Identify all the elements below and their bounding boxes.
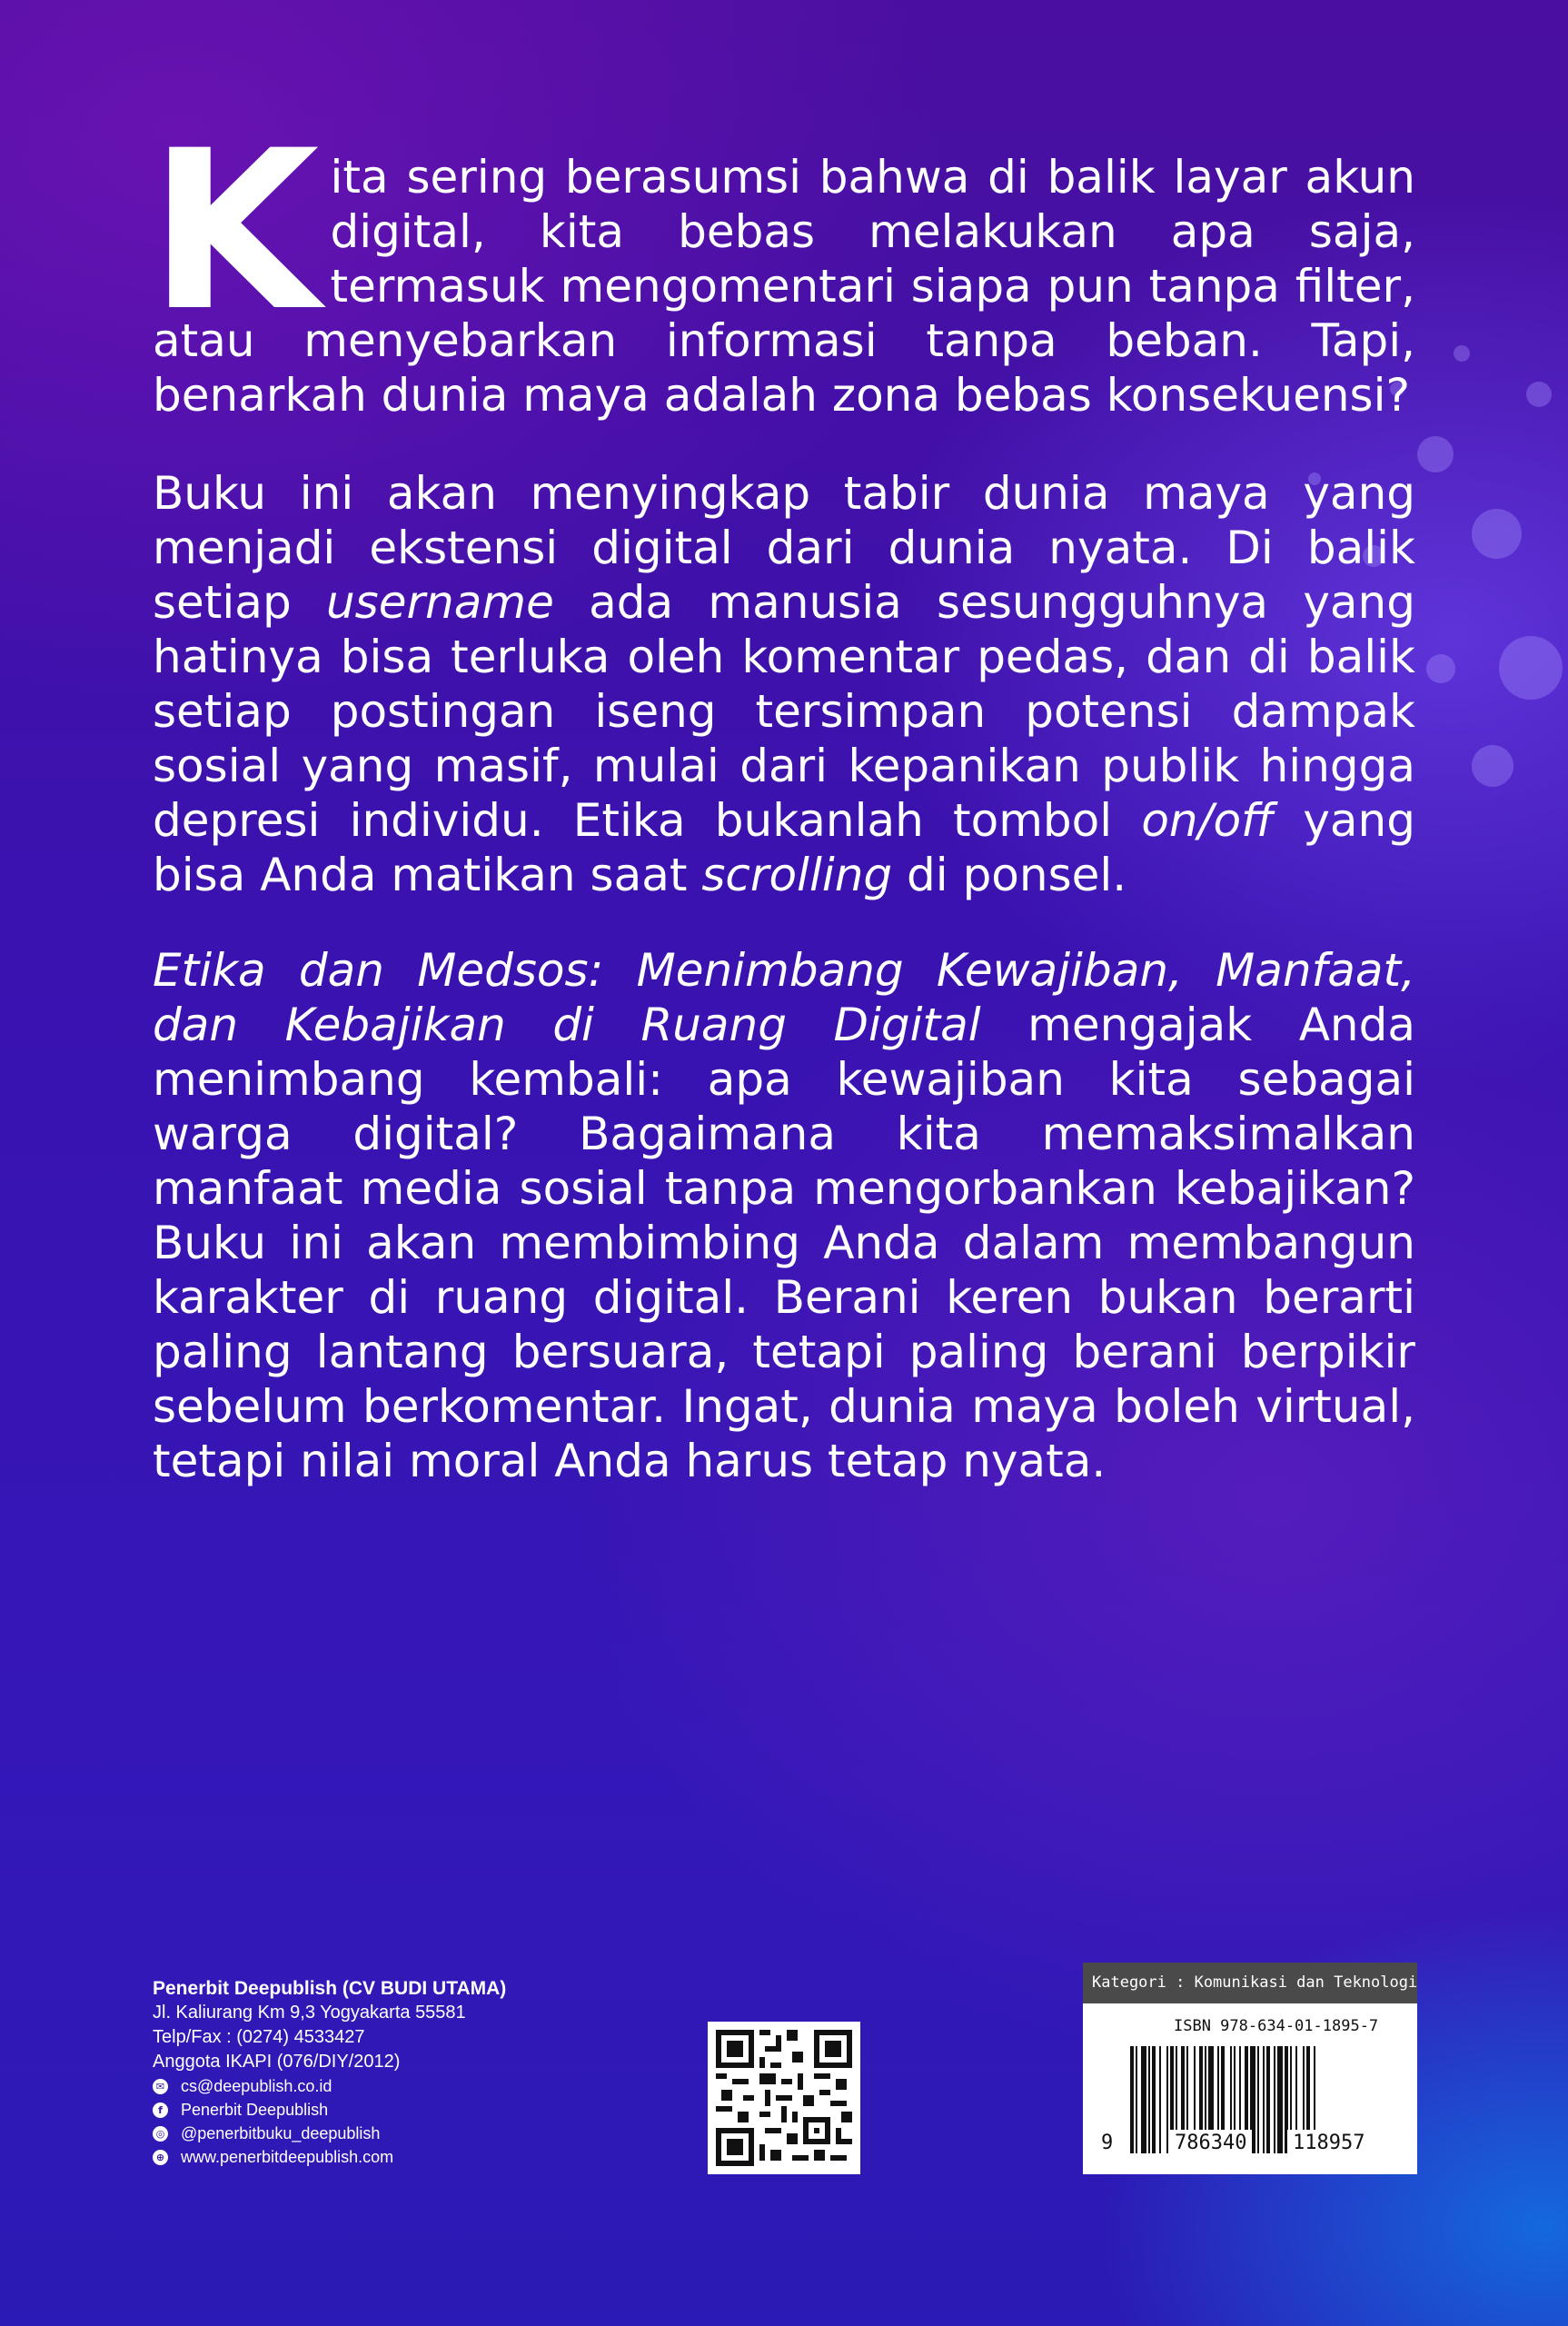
qr-code-pattern: [716, 2030, 852, 2166]
blurb-paragraph-3: [153, 943, 1415, 1488]
publisher-phone: Telp/Fax : (0274) 4533427: [153, 2027, 365, 2047]
barcode-digit-first: 9: [1101, 2130, 1113, 2157]
text-run: mengajak Anda menimbang kembali: apa kewajiban kita sebagai warga digital? Bagaimana kita memaksimalkan manfaat media sosial tanpa mengorbankan kebajikan? Buku ini akan membimbing Anda dalam membangun karakter di ruang digital. Berani keren bukan berarti paling lantang bersuara, tetapi paling berani berpikir sebelum berkomentar. Ingat, dunia maya boleh virtual, tetapi nilai moral Anda harus tetap nyata.: [153, 999, 1415, 1487]
isbn-number: ISBN 978-634-01-1895-7: [1174, 2017, 1379, 2035]
email-icon: ✉: [153, 2079, 168, 2094]
publisher-membership: Anggota IKAPI (076/DIY/2012): [153, 2052, 401, 2072]
instagram-icon: ◎: [153, 2126, 168, 2142]
isbn-barcode: [1083, 1963, 1417, 2174]
qr-code: [708, 2022, 860, 2174]
italic-term-username: username: [325, 576, 554, 629]
blurb-paragraph-1: [149, 104, 1415, 422]
publisher-name: Penerbit Deepublish (CV BUDI UTAMA): [153, 1978, 507, 1999]
text-run: di ponsel.: [892, 849, 1127, 901]
contact-instagram-text: @penerbitbuku_deepublish: [181, 2123, 381, 2142]
facebook-icon: f: [153, 2102, 168, 2118]
contact-instagram: [153, 2122, 506, 2145]
contact-website: [153, 2145, 506, 2169]
contact-email-text: cs@deepublish.co.id: [181, 2076, 332, 2095]
barcode-digits-right: 118957: [1287, 2130, 1370, 2157]
contact-website-text: www.penerbitdeepublish.com: [181, 2147, 394, 2166]
text-run: Buku ini akan menyingkap tabir dunia maya yang menjadi ekstensi digital dari dunia nyata. Di balik setiap: [153, 467, 1415, 629]
blurb-paragraph-1-text: ita sering berasumsi bahwa di balik layar akun digital, kita bebas melakukan apa saja, termasuk mengomentari siapa pun tanpa filter, atau menyebarkan informasi tanpa beban. Tapi, benarkah dunia maya adalah zona bebas konsekuensi?: [153, 151, 1415, 422]
contact-facebook-text: Penerbit Deepublish: [181, 2100, 329, 2119]
globe-icon: ⊕: [153, 2150, 168, 2165]
publisher-info: [153, 1976, 506, 2169]
text-run: ada manusia sesungguhnya yang hatinya bisa terluka oleh komentar pedas, dan di balik setiap postingan iseng tersimpan potensi dampak sosial yang masif, mulai dari kepanikan publik hingga depresi individu. Etika bukanlah tombol: [153, 576, 1415, 847]
contact-facebook: [153, 2098, 506, 2122]
italic-term-on-off: on/off: [1141, 794, 1275, 847]
category-label: Kategori : Komunikasi dan Teknologi: [1083, 1963, 1417, 2003]
text-run: yang bisa Anda matikan saat: [153, 794, 1415, 901]
drop-cap: K: [149, 104, 320, 360]
italic-term-scrolling: scrolling: [701, 849, 893, 901]
blurb-paragraph-2: [153, 466, 1415, 902]
book-title: Etika dan Medsos: Menimbang Kewajiban, Manfaat, dan Kebajikan di Ruang Digital: [153, 944, 1415, 1051]
barcode-digits-left: 786340: [1169, 2130, 1252, 2157]
contact-email: [153, 2074, 506, 2098]
publisher-address: Jl. Kaliurang Km 9,3 Yogyakarta 55581: [153, 2003, 466, 2023]
